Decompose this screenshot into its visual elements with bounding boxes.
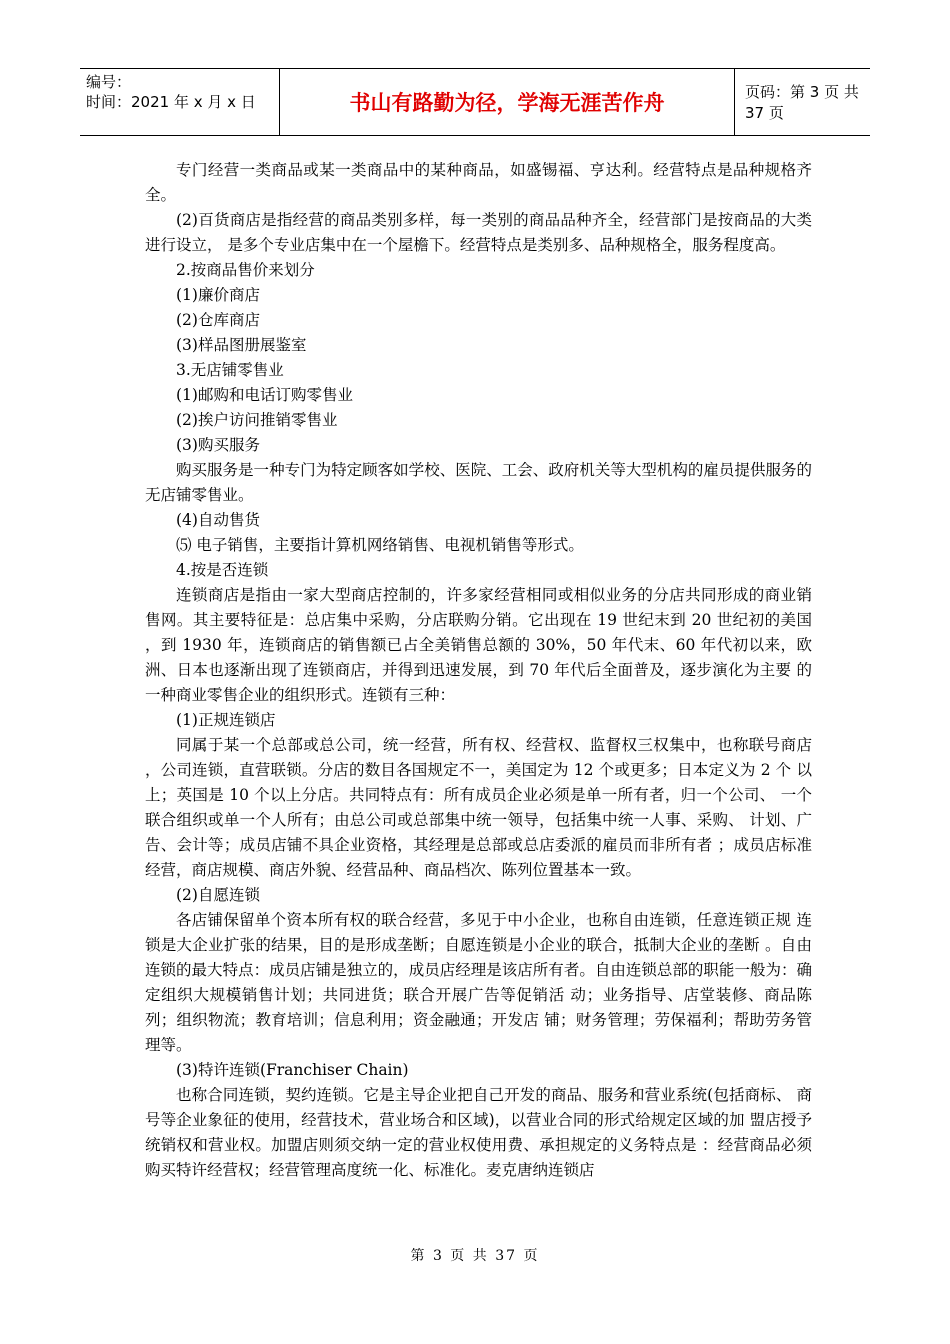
- paragraph: 各店铺保留单个资本所有权的联合经营，多见于中小企业，也称自由连锁，任意连锁正规 连锁是大企业扩张的结果，目的是形成垄断；自愿连锁是小企业的联合，抵制大企业的垄断 。自由连锁的最大特点：成员店铺是独立的，成员店经理是该店所有者。自由连锁总部的职能一般为：确定组织大规模销售计划；共同进货；联合开展广告等促销活 动；业务指导、店堂装修、商品陈列；组织物流；教育培训；信息利用；资金融通；开发店 铺；财务管理；劳保福利；帮助劳务管理等。: [145, 911, 812, 1054]
- section-heading: 2.按商品售价来划分: [176, 261, 315, 279]
- list-item: (2)自愿连锁: [176, 886, 260, 904]
- header-page-info: 页码：第 3 页 共 37 页: [745, 83, 859, 122]
- paragraph: 购买服务是一种专门为特定顾客如学校、医院、工会、政府机关等大型机构的雇员提供服务的无店铺零售业。: [145, 461, 812, 504]
- list-item: (3)样品图册展鉴室: [176, 336, 307, 354]
- list-item: (1)正规连锁店: [176, 711, 276, 729]
- header-motto: 书山有路勤为径，学海无涯苦作舟: [280, 69, 735, 135]
- section-heading: 3.无店铺零售业: [176, 361, 284, 379]
- paragraph: (2)百货商店是指经营的商品类别多样，每一类别的商品品种齐全，经营部门是按商品的大类进行设立， 是多个专业店集中在一个屋檐下。经营特点是类别多、品种规格全，服务程度高。: [145, 211, 812, 254]
- page-footer: 第 3 页 共 37 页: [410, 1248, 540, 1264]
- list-item: (1)邮购和电话订购零售业: [176, 386, 353, 404]
- list-item: (2)仓库商店: [176, 311, 260, 329]
- header-left-cell: [80, 69, 280, 135]
- paragraph: 同属于某一个总部或总公司，统一经营，所有权、经营权、监督权三权集中，也称联号商店 ，公司连锁，直营联锁。分店的数目各国规定不一，美国定为 12 个或更多；日本定义为 2 个 以上；英国是 10 个以上分店。共同特点有：所有成员企业必须是单一所有者，归一个公司、 一个联合组织或单一个人所有；由总公司或总部集中统一领导，包括集中统一人事、采购、 计划、广告、会计等；成员店铺不具企业资格，其经理是总部或总店委派的雇员而非所有者 ；成员店标准经营，商店规模、商店外貌、经营品种、商品档次、陈列位置基本一致。: [145, 736, 812, 879]
- paragraph: 专门经营一类商品或某一类商品中的某种商品，如盛锡福、亨达利。经营特点是品种规格齐全。: [145, 161, 812, 204]
- document-header: [80, 68, 870, 136]
- list-item: (3)特许连锁(Franchiser Chain): [176, 1061, 409, 1079]
- list-item: (1)廉价商店: [176, 286, 260, 304]
- list-item: (3)购买服务: [176, 436, 260, 454]
- document-number-label: 编号：: [86, 73, 132, 91]
- document-body: [145, 158, 812, 1183]
- list-item: ⑸ 电子销售，主要指计算机网络销售、电视机销售等形式。: [176, 536, 584, 554]
- paragraph: 也称合同连锁，契约连锁。它是主导企业把自己开发的商品、服务和营业系统(包括商标、 商号等企业象征的使用，经营技术，营业场合和区域)，以营业合同的形式给规定区域的加 盟店授予统销权和营业权。加盟店则须交纳一定的营业权使用费、承担规定的义务特点是 ：经营商品必须购买特许经营权；经营管理高度统一化、标准化。麦克唐纳连锁店: [145, 1086, 812, 1179]
- document-date: 时间：2021 年 x 月 x 日: [86, 93, 256, 111]
- list-item: (2)挨户访问推销零售业: [176, 411, 338, 429]
- section-heading: 4.按是否连锁: [176, 561, 269, 579]
- list-item: (4)自动售货: [176, 511, 260, 529]
- paragraph: 连锁商店是指由一家大型商店控制的，许多家经营相同或相似业务的分店共同形成的商业销 售网。其主要特征是：总店集中采购，分店联购分销。它出现在 19 世纪末到 20 世纪初的美国 ，到 1930 年，连锁商店的销售额已占全美销售总额的 30%，50 年代末、60 年代初以来，欧 洲、日本也逐渐出现了连锁商店，并得到迅速发展，到 70 年代后全面普及，逐步演化为主要 的一种商业零售企业的组织形式。连锁有三种：: [145, 586, 812, 704]
